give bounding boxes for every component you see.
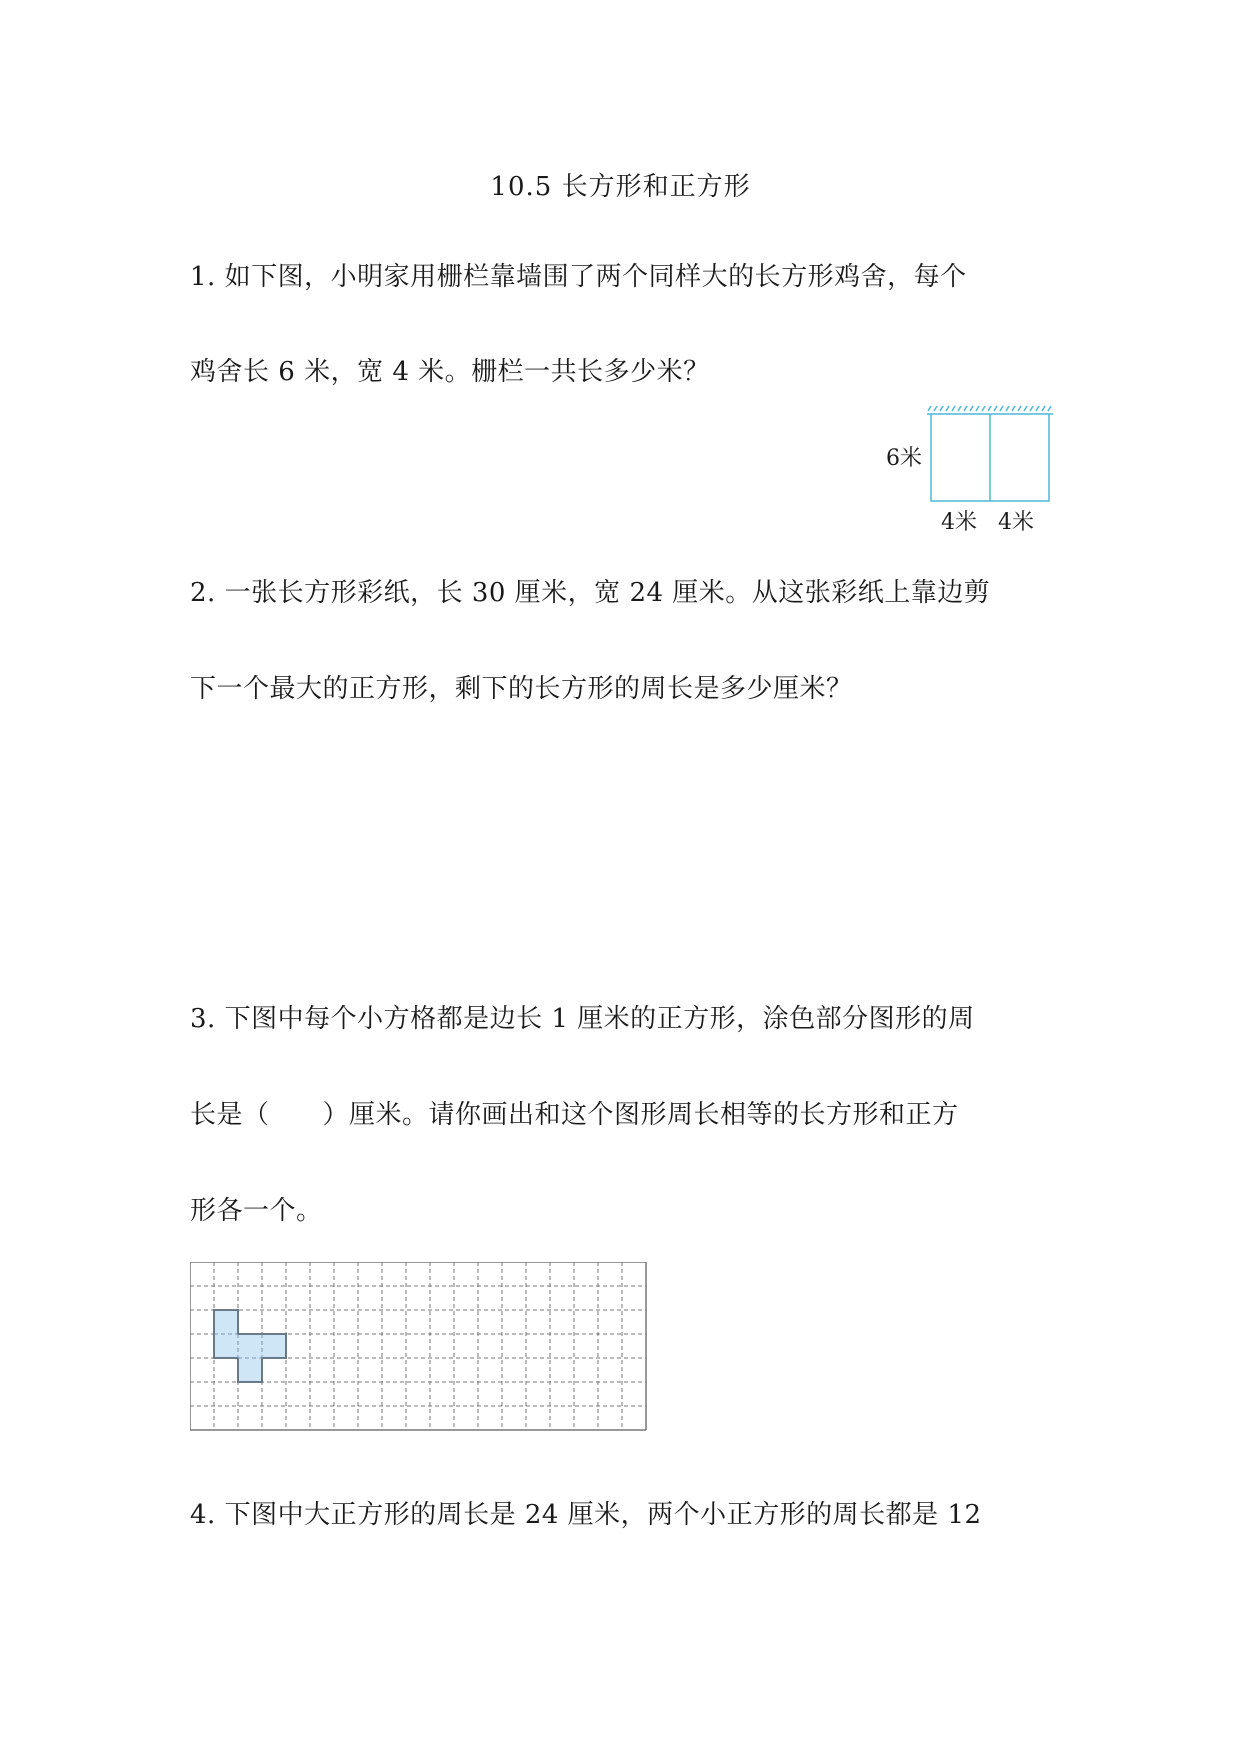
q2-line-1: 2. 一张长方形彩纸，长 30 厘米，宽 24 厘米。从这张彩纸上靠边剪 (190, 578, 991, 608)
q3-grid-figure (190, 1262, 650, 1442)
q1-line-1: 1. 如下图，小明家用栅栏靠墙围了两个同样大的长方形鸡舍，每个 (190, 262, 967, 292)
q2-line-2: 下一个最大的正方形，剩下的长方形的周长是多少厘米？ (190, 674, 853, 704)
q1-line-2: 鸡舍长 6 米，宽 4 米。栅栏一共长多少米？ (190, 357, 710, 387)
q4-line-1: 4. 下图中大正方形的周长是 24 厘米，两个小正方形的周长都是 12 (190, 1500, 982, 1530)
wall (927, 406, 1053, 414)
q3-line-1: 3. 下图中每个小方格都是边长 1 厘米的正方形，涂色部分图形的周 (190, 1004, 975, 1034)
width-label-right: 4米 (998, 510, 1034, 535)
shaded-shape (214, 1310, 286, 1382)
q1-coop-figure (880, 405, 1080, 535)
q3-line-2: 长是（ ）厘米。请你画出和这个图形周长相等的长方形和正方 (190, 1100, 959, 1130)
height-label: 6米 (886, 446, 922, 471)
page-title: 10.5 长方形和正方形 (490, 172, 751, 202)
q3-line-3: 形各一个。 (190, 1196, 323, 1226)
width-label-left: 4米 (941, 510, 977, 535)
